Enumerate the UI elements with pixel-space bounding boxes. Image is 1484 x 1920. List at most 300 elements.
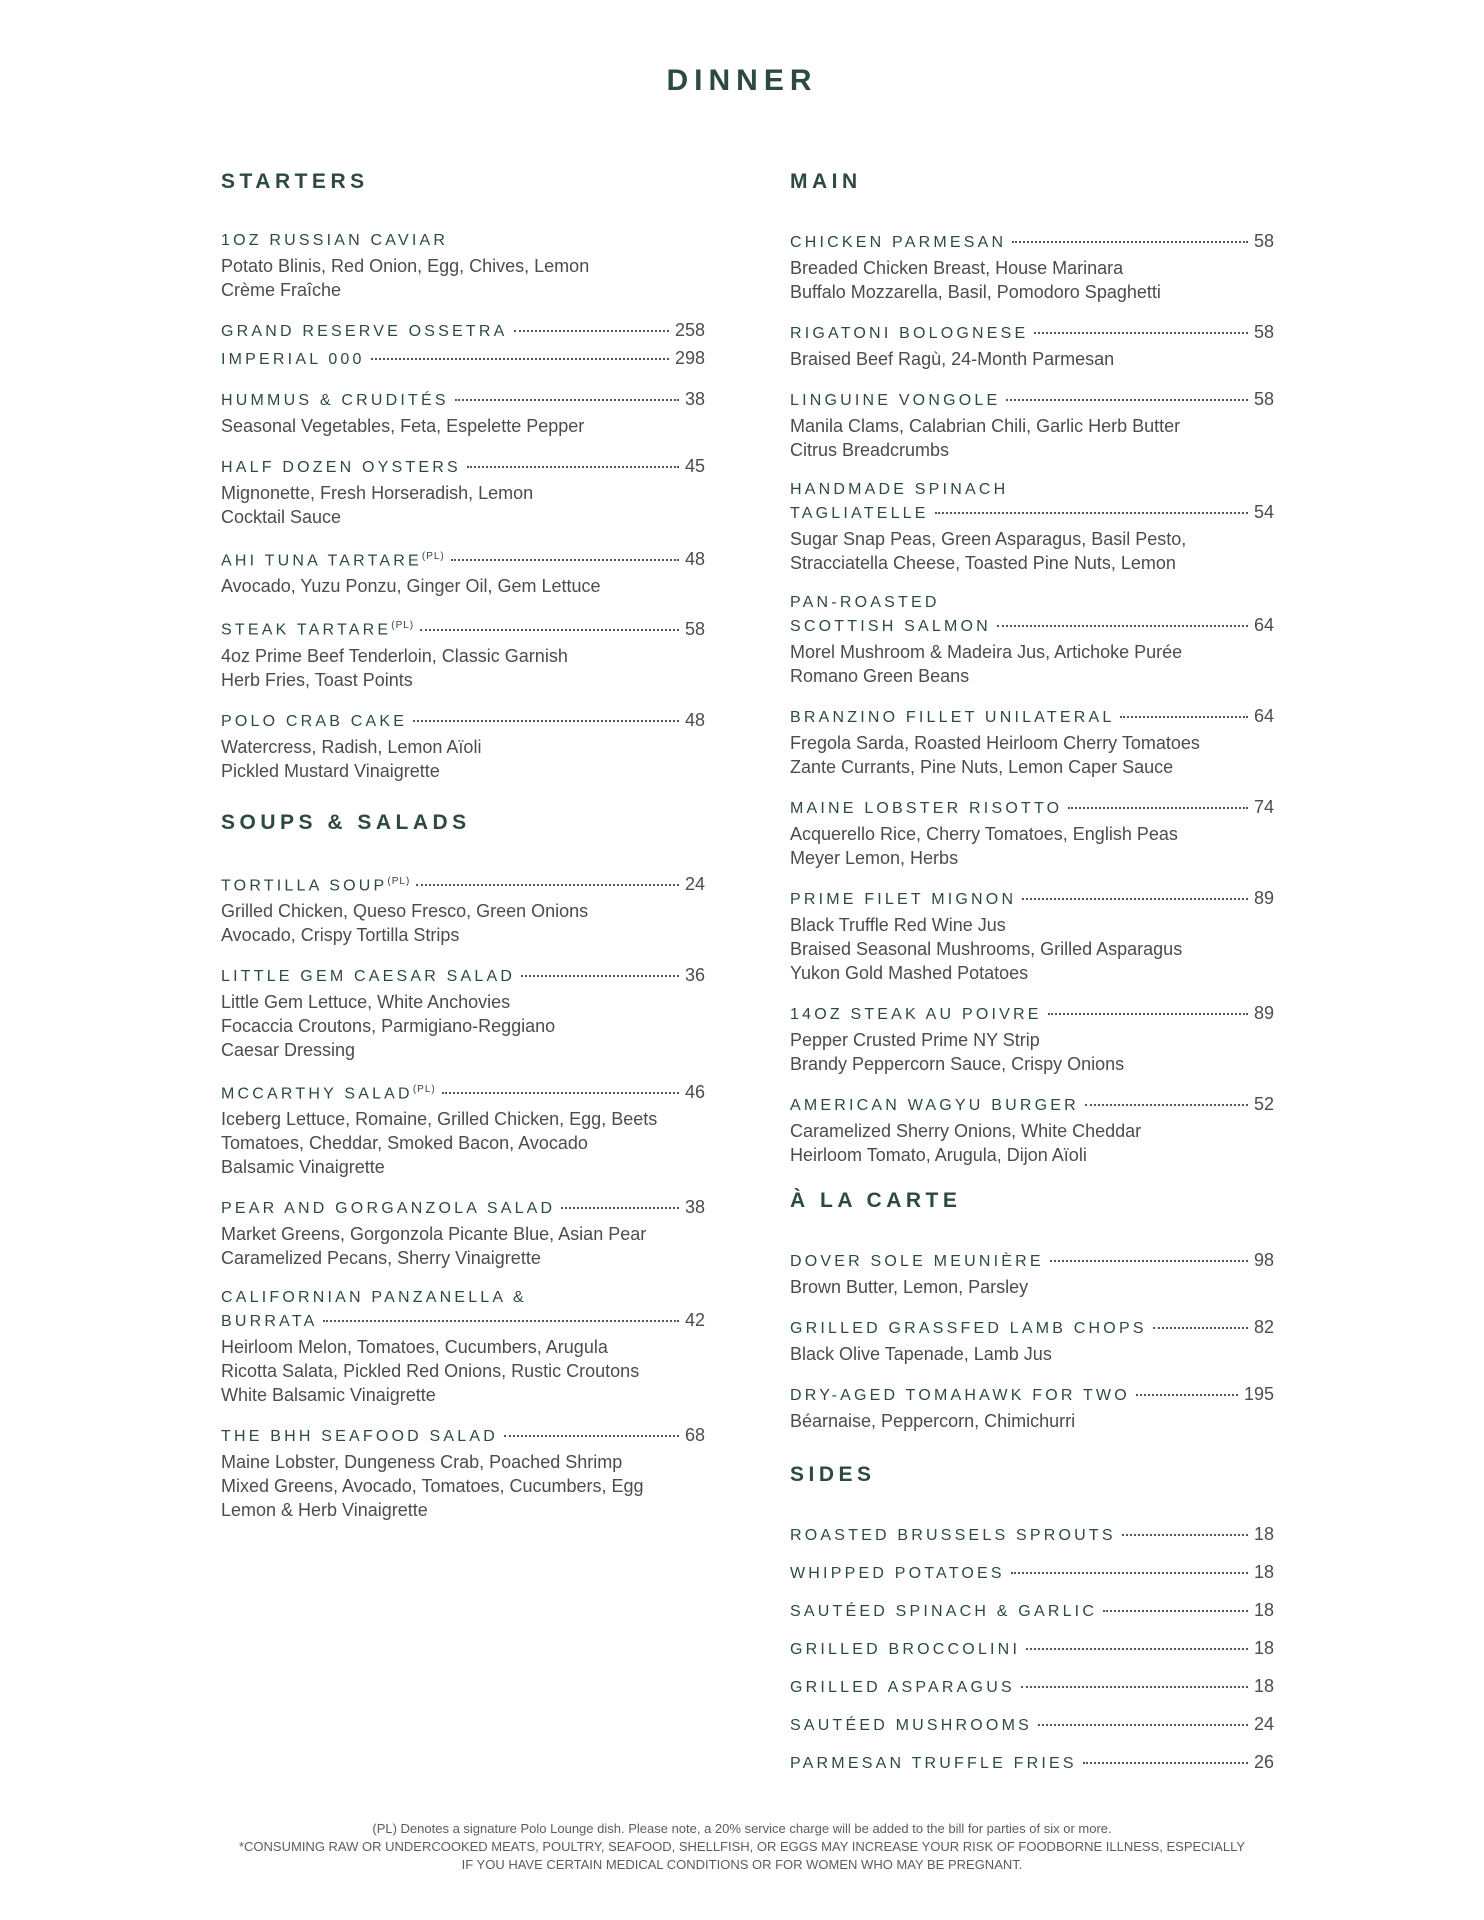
item-name-text: PEAR AND GORGANZOLA SALAD xyxy=(221,1200,556,1218)
item-heading xyxy=(790,1383,1274,1407)
dot-leader xyxy=(1085,1104,1248,1106)
item-price: 89 xyxy=(1253,1003,1274,1023)
dot-leader xyxy=(1006,399,1248,401)
menu-item-dover-sole-meuni-re xyxy=(790,1249,1274,1299)
dot-leader xyxy=(413,720,679,722)
item-name-text: CHICKEN PARMESAN xyxy=(790,234,1007,251)
item-name-text: LITTLE GEM CAESAR SALAD xyxy=(221,967,516,985)
dot-leader xyxy=(1068,807,1248,809)
item-price: 24 xyxy=(684,873,705,894)
item-description xyxy=(790,414,1274,462)
item-price: 89 xyxy=(1253,888,1274,908)
item-name xyxy=(221,871,410,897)
item-heading xyxy=(790,705,1274,729)
main-title: MAIN xyxy=(790,170,862,193)
item-price: 58 xyxy=(1253,389,1274,409)
item-price: 46 xyxy=(684,1082,705,1103)
desc-line: Lemon & Herb Vinaigrette xyxy=(221,1500,428,1521)
menu-item-scottish-salmon xyxy=(790,592,1274,688)
desc-line: Brown Butter, Lemon, Parsley xyxy=(790,1277,1029,1297)
dot-leader xyxy=(1136,1394,1238,1396)
item-description xyxy=(790,527,1274,575)
signature-marker: (PL) xyxy=(387,875,411,887)
item-price: 64 xyxy=(1253,615,1274,635)
desc-line: Potato Blinis, Red Onion, Egg, Chives, Lemon xyxy=(221,256,590,276)
item-name-text: MAINE LOBSTER RISOTTO xyxy=(790,800,1063,817)
item-heading xyxy=(790,230,1274,254)
left-column xyxy=(221,170,705,1550)
desc-line: Acquerello Rice, Cherry Tomatoes, English Peas xyxy=(790,824,1178,844)
menu-item-tagliatelle xyxy=(790,479,1274,575)
soups-salads-title: SOUPS & SALADS xyxy=(221,810,471,834)
dot-leader xyxy=(455,399,679,401)
item-name xyxy=(790,503,929,525)
dot-leader xyxy=(1083,1762,1248,1764)
item-description xyxy=(221,574,705,598)
item-name-text: BRANZINO FILLET UNILATERAL xyxy=(790,709,1115,726)
item-heading xyxy=(221,230,705,252)
item-name xyxy=(790,1251,1044,1273)
desc-line: White Balsamic Vinaigrette xyxy=(221,1385,436,1406)
desc-line: Zante Currants, Pine Nuts, Lemon Caper Sauce xyxy=(790,757,1174,777)
desc-line: Brandy Peppercorn Sauce, Crispy Onions xyxy=(790,1054,1125,1074)
item-price: 18 xyxy=(1253,1638,1274,1658)
sides-section xyxy=(790,1463,1274,1775)
item-price: 98 xyxy=(1253,1250,1274,1270)
item-name xyxy=(790,1601,1097,1623)
item-description xyxy=(221,990,705,1062)
item-name: 1OZ RUSSIAN CAVIAR xyxy=(221,232,449,249)
caviar-option xyxy=(221,347,705,371)
soups-list xyxy=(221,871,705,1523)
item-name-text: THE BHH SEAFOOD SALAD xyxy=(221,1428,499,1446)
desc-line: Pepper Crusted Prime NY Strip xyxy=(790,1030,1040,1050)
item-name xyxy=(221,966,515,988)
item-description xyxy=(221,1335,705,1407)
item-name-text: PRIME FILET MIGNON xyxy=(790,891,1017,908)
desc-line: Maine Lobster, Dungeness Crab, Poached Shrimp xyxy=(221,1452,623,1473)
menu-item-whipped-potatoes xyxy=(790,1561,1274,1585)
menu-item-hummus-crudit-s xyxy=(221,388,705,438)
item-name-text: HALF DOZEN OYSTERS xyxy=(221,459,461,476)
item-price: 52 xyxy=(1253,1094,1274,1114)
menu-item-polo-crab-cake xyxy=(221,709,705,783)
menu-item-american-wagyu-burger xyxy=(790,1093,1274,1167)
item-heading xyxy=(221,964,705,988)
item-description xyxy=(790,347,1274,371)
item-heading xyxy=(221,1424,705,1448)
item-name-text: POLO CRAB CAKE xyxy=(221,712,408,730)
item-heading xyxy=(790,1002,1274,1026)
desc-line: Caramelized Sherry Onions, White Cheddar xyxy=(790,1121,1142,1141)
item-name xyxy=(221,1426,498,1448)
menu-item-grilled-broccolini xyxy=(790,1637,1274,1661)
item-description xyxy=(790,1409,1274,1433)
item-name: IMPERIAL 000 xyxy=(221,351,365,368)
item-price: 298 xyxy=(674,348,705,368)
desc-line: Buffalo Mozzarella, Basil, Pomodoro Spaghetti xyxy=(790,282,1161,302)
item-name xyxy=(790,1639,1020,1661)
menu-item-grilled-asparagus xyxy=(790,1675,1274,1699)
item-name-text: PARMESAN TRUFFLE FRIES xyxy=(790,1755,1077,1772)
item-name-text: BURRATA xyxy=(221,1313,318,1331)
item-heading xyxy=(790,1093,1274,1117)
item-price: 42 xyxy=(684,1310,705,1331)
item-name-text: SAUTÉED MUSHROOMS xyxy=(790,1717,1032,1734)
signature-marker: (PL) xyxy=(421,551,445,562)
item-name-text: LINGUINE VONGOLE xyxy=(790,392,1001,409)
item-heading xyxy=(221,1196,705,1220)
item-price: 68 xyxy=(684,1425,705,1446)
item-price: 45 xyxy=(684,456,705,476)
menu-item-pear-and-gorganzola-salad xyxy=(221,1196,705,1270)
desc-line: Avocado, Yuzu Ponzu, Ginger Oil, Gem Lettuce xyxy=(221,576,601,597)
item-heading xyxy=(221,1079,705,1105)
item-heading xyxy=(790,614,1274,638)
item-heading xyxy=(790,1713,1274,1737)
item-name xyxy=(790,1715,1032,1737)
item-name xyxy=(221,1198,555,1220)
item-price: 18 xyxy=(1253,1676,1274,1696)
dot-leader xyxy=(1122,1534,1248,1536)
dot-leader xyxy=(416,884,679,886)
dot-leader xyxy=(1021,1686,1248,1688)
item-name-text: GRILLED ASPARAGUS xyxy=(790,1679,1015,1696)
dot-leader xyxy=(1048,1013,1248,1015)
dot-leader xyxy=(1050,1260,1248,1262)
signature-marker: (PL) xyxy=(391,620,415,632)
item-description xyxy=(790,913,1274,985)
item-heading xyxy=(221,615,705,641)
item-name xyxy=(221,457,461,479)
a-la-carte-section xyxy=(790,1189,1274,1433)
item-name xyxy=(221,390,449,412)
item-heading xyxy=(221,388,705,412)
dot-leader xyxy=(1103,1610,1248,1612)
desc-line: Caesar Dressing xyxy=(221,1039,356,1060)
item-name xyxy=(790,1525,1116,1547)
item-name-line: PAN-ROASTED xyxy=(790,594,940,611)
item-name xyxy=(221,711,407,733)
desc-line: Braised Seasonal Mushrooms, Grilled Asparagus xyxy=(790,939,1183,959)
item-name-line: CALIFORNIAN PANZANELLA & xyxy=(221,1289,527,1307)
item-price: 58 xyxy=(684,618,705,639)
item-name-text: SAUTÉED SPINACH & GARLIC xyxy=(790,1603,1098,1620)
item-description xyxy=(790,1028,1274,1076)
item-description xyxy=(790,1119,1274,1167)
footer-line: (PL) Denotes a signature Polo Lounge dish. Please note, a 20% service charge will be added to the bill for parties of six or more. xyxy=(372,1821,1112,1836)
item-price: 24 xyxy=(1253,1714,1274,1734)
item-heading xyxy=(790,1751,1274,1775)
starters-title: STARTERS xyxy=(221,170,369,193)
dot-leader xyxy=(521,975,679,977)
item-heading xyxy=(221,546,705,572)
desc-line: Meyer Lemon, Herbs xyxy=(790,848,959,868)
menu-item-roasted-brussels-sprouts xyxy=(790,1523,1274,1547)
desc-line: Cocktail Sauce xyxy=(221,507,342,527)
dot-leader xyxy=(997,625,1248,627)
item-price: 48 xyxy=(684,709,705,730)
item-name xyxy=(790,1677,1015,1699)
item-name xyxy=(790,1095,1079,1117)
item-heading xyxy=(790,1637,1274,1661)
item-heading xyxy=(221,709,705,733)
desc-line: Black Truffle Red Wine Jus xyxy=(790,915,1006,935)
item-description xyxy=(221,254,705,302)
item-name: GRAND RESERVE OSSETRA xyxy=(221,323,508,340)
dot-leader xyxy=(1011,1572,1248,1574)
item-name-text: WHIPPED POTATOES xyxy=(790,1565,1005,1582)
desc-line: Market Greens, Gorgonzola Picante Blue, Asian Pear xyxy=(221,1224,647,1245)
item-name xyxy=(790,707,1114,729)
menu-item-maine-lobster-risotto xyxy=(790,796,1274,870)
item-heading xyxy=(221,871,705,897)
item-heading xyxy=(790,1599,1274,1623)
menu-item-chicken-parmesan xyxy=(790,230,1274,304)
menu-item-14oz-steak-au-poivre xyxy=(790,1002,1274,1076)
item-heading xyxy=(790,388,1274,412)
signature-marker: (PL) xyxy=(412,1083,436,1095)
item-price: 258 xyxy=(674,320,705,340)
item-name-text: AHI TUNA TARTARE xyxy=(221,552,422,570)
desc-line: Morel Mushroom & Madeira Jus, Artichoke Purée xyxy=(790,642,1183,662)
dot-leader xyxy=(1034,332,1248,334)
item-price: 38 xyxy=(684,389,705,409)
item-price: 36 xyxy=(684,964,705,985)
item-name-text: MCCARTHY SALAD xyxy=(221,1085,413,1103)
starters-section xyxy=(221,170,705,783)
menu-item-ahi-tuna-tartare xyxy=(221,546,705,598)
menu-item-rigatoni-bolognese xyxy=(790,321,1274,371)
item-heading xyxy=(221,455,705,479)
item-description xyxy=(221,414,705,438)
item-price: 74 xyxy=(1253,797,1274,817)
item-name-text: GRILLED GRASSFED LAMB CHOPS xyxy=(790,1320,1147,1337)
item-name xyxy=(790,1004,1042,1026)
item-price: 18 xyxy=(1253,1562,1274,1582)
desc-line: Ricotta Salata, Pickled Red Onions, Rustic Croutons xyxy=(221,1361,640,1382)
item-name-text: 14OZ STEAK AU POIVRE xyxy=(790,1006,1042,1023)
dot-leader xyxy=(420,629,679,631)
desc-line: Crème Fraîche xyxy=(221,280,342,300)
item-name xyxy=(790,1753,1077,1775)
desc-line: Heirloom Melon, Tomatoes, Cucumbers, Arugula xyxy=(221,1337,608,1358)
item-name-text: AMERICAN WAGYU BURGER xyxy=(790,1097,1079,1114)
sides-title: SIDES xyxy=(790,1463,876,1486)
item-name xyxy=(790,798,1062,820)
item-name xyxy=(221,1079,436,1105)
desc-line: Iceberg Lettuce, Romaine, Grilled Chicken, Egg, Beets xyxy=(221,1109,658,1130)
sides-list xyxy=(790,1523,1274,1775)
dot-leader xyxy=(504,1435,679,1437)
soups-salads-section xyxy=(221,811,705,1523)
item-price: 18 xyxy=(1253,1600,1274,1620)
item-heading xyxy=(790,1561,1274,1585)
item-name-text: TAGLIATELLE xyxy=(790,505,929,522)
item-name-text: RIGATONI BOLOGNESE xyxy=(790,325,1029,342)
desc-line: Mixed Greens, Avocado, Tomatoes, Cucumbers, Egg xyxy=(221,1476,644,1497)
dot-leader xyxy=(467,466,679,468)
item-name xyxy=(790,616,991,638)
dot-leader xyxy=(561,1207,679,1209)
menu-item-burrata xyxy=(221,1287,705,1407)
dot-leader xyxy=(371,358,669,360)
desc-line: Stracciatella Cheese, Toasted Pine Nuts, Lemon xyxy=(790,553,1176,573)
item-name-text: DOVER SOLE MEUNIÈRE xyxy=(790,1253,1044,1270)
caviar-option xyxy=(221,319,705,343)
item-description xyxy=(790,822,1274,870)
menu-item-the-bhh-seafood-salad xyxy=(221,1424,705,1522)
item-heading xyxy=(790,1523,1274,1547)
page-title: DINNER xyxy=(666,64,818,97)
item-description xyxy=(790,640,1274,688)
item-price: 58 xyxy=(1253,322,1274,342)
desc-line: Grilled Chicken, Queso Fresco, Green Onions xyxy=(221,900,589,921)
item-name-text: STEAK TARTARE xyxy=(221,621,392,639)
desc-line: Mignonette, Fresh Horseradish, Lemon xyxy=(221,483,534,503)
dot-leader xyxy=(323,1320,678,1322)
desc-line: 4oz Prime Beef Tenderloin, Classic Garnish xyxy=(221,645,568,666)
item-name xyxy=(790,889,1016,911)
desc-line: Béarnaise, Peppercorn, Chimichurri xyxy=(790,1411,1076,1431)
menu-item-steak-tartare xyxy=(221,615,705,691)
item-price: 82 xyxy=(1253,1317,1274,1337)
dot-leader xyxy=(935,512,1248,514)
item-heading xyxy=(790,887,1274,911)
item-heading xyxy=(790,796,1274,820)
desc-line: Herb Fries, Toast Points xyxy=(221,669,413,690)
dot-leader xyxy=(451,559,679,561)
item-name xyxy=(790,390,1000,412)
item-name xyxy=(221,1311,317,1333)
item-price: 195 xyxy=(1243,1384,1274,1404)
desc-line: Romano Green Beans xyxy=(790,666,970,686)
starters-list xyxy=(221,388,705,783)
item-heading xyxy=(790,321,1274,345)
menu-item-parmesan-truffle-fries xyxy=(790,1751,1274,1775)
item-price: 54 xyxy=(1253,502,1274,522)
desc-line: Black Olive Tapenade, Lamb Jus xyxy=(790,1344,1052,1364)
desc-line: Tomatoes, Cheddar, Smoked Bacon, Avocado xyxy=(221,1133,588,1154)
item-name-line: HANDMADE SPINACH xyxy=(790,481,1009,498)
item-description xyxy=(790,1342,1274,1366)
item-price: 38 xyxy=(684,1197,705,1218)
item-name-text: SCOTTISH SALMON xyxy=(790,618,991,635)
item-name xyxy=(790,1563,1005,1585)
item-description xyxy=(221,899,705,947)
menu-item-linguine-vongole xyxy=(790,388,1274,462)
menu-item-saut-ed-spinach-garlic xyxy=(790,1599,1274,1623)
item-description xyxy=(790,731,1274,779)
footer-notes xyxy=(0,1820,1484,1874)
menu-item-branzino-fillet-unilateral xyxy=(790,705,1274,779)
desc-line: Focaccia Croutons, Parmigiano-Reggiano xyxy=(221,1015,556,1036)
menu-item-grilled-grassfed-lamb-chops xyxy=(790,1316,1274,1366)
menu-item-russian-caviar xyxy=(221,230,705,302)
item-price: 58 xyxy=(1253,231,1274,251)
dot-leader xyxy=(442,1092,679,1094)
desc-line: Fregola Sarda, Roasted Heirloom Cherry Tomatoes xyxy=(790,733,1200,753)
right-column xyxy=(790,170,1274,1803)
item-description xyxy=(790,256,1274,304)
menu-item-saut-ed-mushrooms xyxy=(790,1713,1274,1737)
item-heading xyxy=(790,1316,1274,1340)
footer-line: IF YOU HAVE CERTAIN MEDICAL CONDITIONS OR FOR WOMEN WHO MAY BE PREGNANT. xyxy=(461,1857,1023,1872)
desc-line: Braised Beef Ragù, 24-Month Parmesan xyxy=(790,349,1115,369)
menu-item-prime-filet-mignon xyxy=(790,887,1274,985)
dot-leader xyxy=(1012,241,1248,243)
menu-item-half-dozen-oysters xyxy=(221,455,705,529)
item-heading xyxy=(790,1249,1274,1273)
item-name xyxy=(790,1318,1147,1340)
desc-line: Avocado, Crispy Tortilla Strips xyxy=(221,924,460,945)
item-description xyxy=(221,1450,705,1522)
main-list xyxy=(790,230,1274,1167)
desc-line: Watercress, Radish, Lemon Aïoli xyxy=(221,736,482,757)
item-description xyxy=(221,1222,705,1270)
a-la-carte-list xyxy=(790,1249,1274,1433)
dot-leader xyxy=(1038,1724,1248,1726)
menu-item-dry-aged-tomahawk-for-two xyxy=(790,1383,1274,1433)
item-name-text: GRILLED BROCCOLINI xyxy=(790,1641,1021,1658)
desc-line: Caramelized Pecans, Sherry Vinaigrette xyxy=(221,1248,541,1269)
menu-item-little-gem-caesar-salad xyxy=(221,964,705,1062)
caviar-options xyxy=(221,319,705,371)
item-name xyxy=(790,323,1028,345)
desc-line: Citrus Breadcrumbs xyxy=(790,440,950,460)
menu-item-tortilla-soup xyxy=(221,871,705,947)
item-name-text: DRY-AGED TOMAHAWK FOR TWO xyxy=(790,1387,1130,1404)
desc-line: Yukon Gold Mashed Potatoes xyxy=(790,963,1029,983)
dot-leader xyxy=(514,330,669,332)
item-price: 64 xyxy=(1253,706,1274,726)
item-description xyxy=(221,644,705,692)
item-description xyxy=(221,1107,705,1179)
desc-line: Pickled Mustard Vinaigrette xyxy=(221,760,440,781)
desc-line: Sugar Snap Peas, Green Asparagus, Basil Pesto, xyxy=(790,529,1187,549)
item-heading xyxy=(790,1675,1274,1699)
dot-leader xyxy=(1026,1648,1248,1650)
a-la-carte-title: À LA CARTE xyxy=(790,1189,962,1212)
item-description xyxy=(221,735,705,783)
desc-line: Seasonal Vegetables, Feta, Espelette Pepper xyxy=(221,416,585,436)
item-heading xyxy=(790,501,1274,525)
desc-line: Heirloom Tomato, Arugula, Dijon Aïoli xyxy=(790,1145,1087,1165)
desc-line: Manila Clams, Calabrian Chili, Garlic Herb Butter xyxy=(790,416,1181,436)
item-name xyxy=(790,1385,1130,1407)
item-name-text: HUMMUS & CRUDITÉS xyxy=(221,392,449,409)
item-description xyxy=(790,1275,1274,1299)
item-name xyxy=(790,232,1006,254)
item-description xyxy=(221,481,705,529)
item-name xyxy=(221,546,445,572)
item-price: 48 xyxy=(684,549,705,570)
item-price: 18 xyxy=(1253,1524,1274,1544)
desc-line: Breaded Chicken Breast, House Marinara xyxy=(790,258,1124,278)
desc-line: Little Gem Lettuce, White Anchovies xyxy=(221,991,511,1012)
item-heading xyxy=(221,1309,705,1333)
item-name-text: TORTILLA SOUP xyxy=(221,876,388,894)
main-section xyxy=(790,170,1274,1167)
desc-line: Balsamic Vinaigrette xyxy=(221,1157,385,1178)
item-name xyxy=(221,615,414,641)
dot-leader xyxy=(1120,716,1248,718)
footer-line: *CONSUMING RAW OR UNDERCOOKED MEATS, POULTRY, SEAFOOD, SHELLFISH, OR EGGS MAY INCREASE YOUR RISK OF FOODBORNE ILLNESS, ESPECIALLY xyxy=(238,1839,1246,1854)
menu-item-mccarthy-salad xyxy=(221,1079,705,1179)
item-price: 26 xyxy=(1253,1752,1274,1772)
dot-leader xyxy=(1153,1327,1248,1329)
dot-leader xyxy=(1022,898,1248,900)
